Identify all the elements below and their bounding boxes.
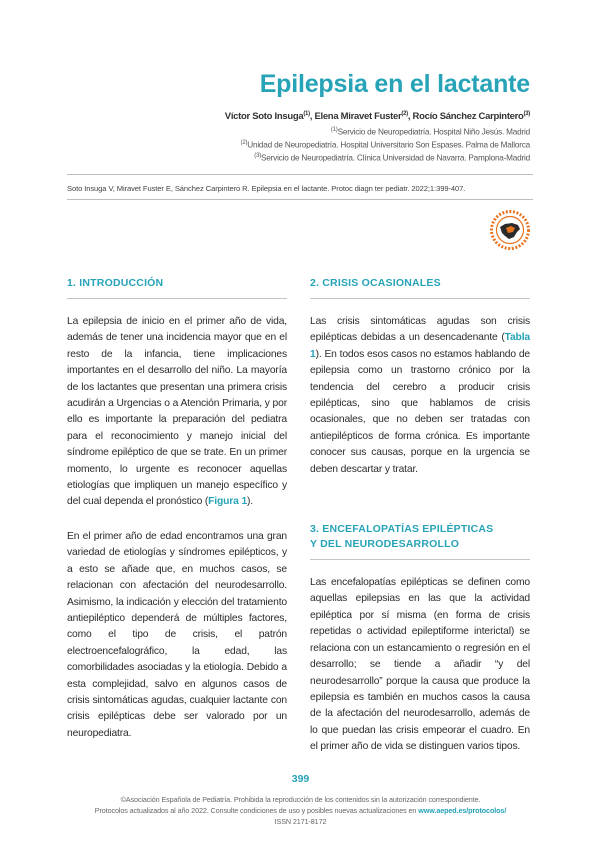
paragraph (67, 314, 287, 511)
section-rule (67, 298, 287, 299)
affiliation-sup: (2) (240, 140, 248, 146)
footer-text: Protocolos actualizados al año 2022. Consulte condiciones de uso y posibles nuevas actualizaciones en (94, 806, 419, 815)
affiliation (331, 127, 530, 137)
affiliation (254, 153, 530, 163)
author-separator: , (407, 111, 413, 123)
copyright-line: ©Asociación Española de Pediatría. Prohibida la reproducción de los contenidos sin la autorización correspondiente. (120, 795, 481, 804)
header-top-rule (67, 174, 533, 175)
paragraph: En el primer año de edad encontramos una gran variedad de etiologías y síndromes epilépticos, y a esto se añade que, en muchos casos, se relacionan con afectación del neurodesarrollo. Asimismo, la indicación y elección del tratamiento antiepiléptico dependerá de múltiples factores, como el tipo de crisis, el patrón electroencefalográfico, la edad, las comorbilidades asociadas y la etiología. Debido a esta complejidad, salvo en algunos casos de crisis sintomáticas agudas, cualquier lactante con crisis epilépticas debe ser valorado por un neuropediatra. (67, 530, 287, 739)
update-line (0, 806, 601, 815)
paragraph-text: La epilepsia de inicio en el primer año de vida, además de tener una incidencia mayor que en el resto de la infancia, tiene implicaciones importantes en el desarrollo del niño. La mayoría de los lactantes que presentan una primera crisis acudirán a Urgencias o a Atención Primaria, y por ello es importante la preparación del pediatra para el reconocimiento y manejo inicial del síndrome epiléptico de que se trate. En un primer momento, lo urgente es reconocer aquellas etiologías que impliquen un manejo específico y del cual dependa el pronóstico ( (67, 316, 287, 508)
article-title: Epilepsia en el lactante (259, 70, 530, 98)
page-number: 399 (291, 773, 310, 785)
protocols-link[interactable]: www.aeped.es/protocolos/ (418, 806, 507, 815)
affiliation-text: Servicio de Neuropediatría. Clínica Universidad de Navarra. Pamplona-Madrid (261, 153, 530, 163)
section-heading-line: Y DEL NEURODESARROLLO (310, 538, 460, 551)
affiliation-text: Servicio de Neuropediatría. Hospital Niño Jesús. Madrid (337, 127, 530, 137)
affiliation (241, 140, 530, 150)
section-rule (310, 298, 530, 299)
paragraph (310, 314, 530, 478)
right-column (310, 276, 530, 774)
affiliation-sup: (3) (254, 153, 262, 159)
issn-line: ISSN 2171-8172 (274, 817, 327, 826)
citation: Soto Insuga V, Miravet Fuster E, Sánchez Carpintero R. Epilepsia en el lactante. Protoc diagn ter pediatr. 2022;1:399-407. (67, 184, 466, 193)
aep-society-logo (490, 210, 530, 250)
section-heading-crisis-ocasionales: 2. CRISIS OCASIONALES (310, 277, 441, 289)
table-reference-link[interactable]: Tabla 1 (310, 332, 530, 360)
author-name: Rocío Sánchez Carpintero (412, 111, 524, 123)
author-separator: , (309, 111, 315, 123)
figure-reference-link[interactable]: Figura 1 (208, 496, 248, 508)
section-rule (310, 559, 530, 560)
author-sup: (3) (523, 111, 530, 117)
section-heading-introduction: 1. INTRODUCCIÓN (67, 277, 164, 289)
authors (225, 111, 530, 122)
section-heading-line: 3. ENCEFALOPATÍAS EPILÉPTICAS (310, 523, 494, 536)
paragraph: Las encefalopatías epilépticas se definen como aquellas epilepsias en las que la actividad epiléptica por sí misma (en forma de crisis repetidas o actividad epileptiforme interictal) se relaciona con un estancamiento o regresión en el desarrollo; se tiende a añadir “y del neurodesarrollo” porque la causa que produce la epilepsia es también en muchos casos la causa de la afectación del neurodesarrollo, además de lo que puedan las crisis empeorar el cuadro. En el primer año de vida se distinguen varios tipos. (310, 577, 530, 753)
affiliation-sup: (1) (330, 127, 338, 133)
affiliation-text: Unidad de Neuropediatría. Hospital Universitario Son Espases. Palma de Mallorca (247, 140, 530, 150)
header-bottom-rule (67, 199, 533, 200)
left-column (67, 276, 287, 760)
paragraph-text: Las crisis sintomáticas agudas son crisis epilépticas debidas a un desencadenante ( (310, 316, 530, 344)
paragraph-text: ). (247, 496, 254, 508)
paragraph-text: ). En todos esos casos no estamos hablando de epilepsia como un trastorno crónico por la tendencia del cerebro a producir crisis epilépticas, sino que hablamos de crisis ocasionales, que no deben ser tratadas con antiepilépticos de forma crónica. Es importante conocer sus causas, porque en la urgencia se deben descartar y tratar. (310, 348, 530, 475)
author-name: Víctor Soto Insuga (224, 111, 304, 123)
author-name: Elena Miravet Fuster (314, 111, 402, 123)
author-sup: (1) (303, 111, 310, 117)
section-heading-encefalopatias (310, 522, 530, 552)
author-sup: (2) (401, 111, 408, 117)
